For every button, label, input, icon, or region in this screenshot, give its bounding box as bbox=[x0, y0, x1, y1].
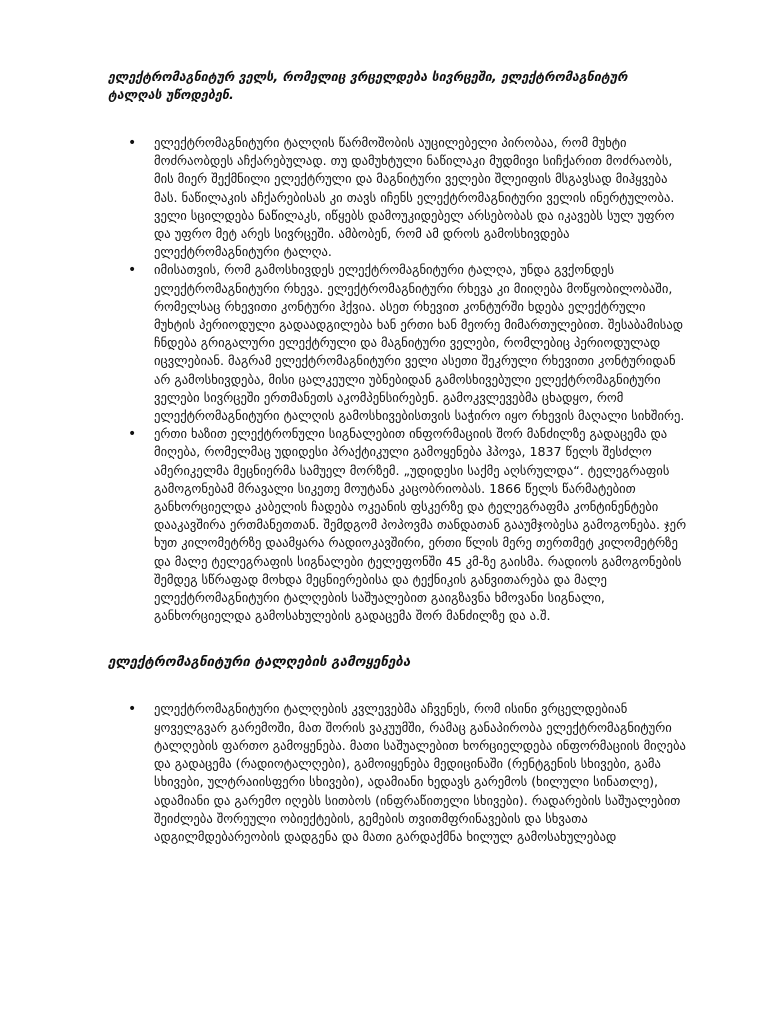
bullet-icon: • bbox=[128, 701, 137, 718]
section-heading: ელექტრომაგნიტური ტალღების გამოყენება bbox=[108, 655, 411, 671]
list-item-text: ელექტრომაგნიტური ტალღის წარმოშობის აუცილებელი პირობაა, რომ მუხტი მოძრაობდეს აჩქარებულად. თუ დამუხტული ნაწილაკი მუდმივი სიჩქარით მოძრაობს, მის მიერ შექმნილი ელექტრული და მაგნიტური ველები შლეიფის მსგავსად მიჰყვება მას. ნაწილაკის აჩქარებისას კი თავს იჩენს ელექტრომაგნიტური ველის ინერტულობა. ველი სცილდება ნაწილაკს, იწყებს დამოუკიდებელ არსებობას და იკავებს სულ უფრო და უფრო მეტ არეს სივრცეში. ამბობენ, რომ ამ დროს გამოსხივდება ელექტრომაგნიტური ტალღა. bbox=[154, 135, 675, 260]
list-item-text: ელექტრომაგნიტური ტალღების კვლევებმა აჩვენეს, რომ ისინი ვრცელდებიან ყოველგვარ გარემოში, მათ შორის ვაკუუმში, რამაც განაპირობა ელექტრომაგნიტური ტალღების ფართო გამოყენება. მათი საშუალებით ხორციელდება ინფორმაციის მიღება და გადაცემა (რადიოტალღები), გამოიყენება მედიცინაში (რენტგენის სხივები, გამა სხივები, ულტრაიისფერი სხივები), ადამიანი ხედავს გარემოს (ხილული სინათლე), ადამიანი და გარემო იღებს სითბოს (ინფრაწითელი სხივები). რადარების საშუალებით შეიძლება შორეული ობიექტების, გემების თვითმფრინავების და სხვათა ადგილმდებარეობის დადგენა და მათი გარდაქმნა ხილულ გამოსახულებად bbox=[154, 701, 686, 844]
document-page bbox=[108, 68, 690, 846]
list-item bbox=[108, 700, 690, 846]
bullet-list-1 bbox=[108, 134, 690, 625]
list-item bbox=[108, 261, 690, 425]
list-item bbox=[108, 425, 690, 625]
bullet-icon: • bbox=[128, 135, 137, 151]
list-item-text: ერთი ხაზით ელექტრონული სიგნალებით ინფორმაციის შორ მანძილზე გადაცემა და მიღება, რომელმაც უდიდესი პრაქტიკული გამოყენება ჰპოვა, 1837 წელს შესძლო ამერიკელმა მეცნიერმა სამუელ მორზემ. „უდიდესი საქმე აღსრულდა“. ტელეგრაფის გამოგონებამ მრავალი სიკეთე მოუტანა კაცობრიობას. 1866 წელს წარმატებით განხორციელდა კაბელის ჩადება ოკეანის ფსკერზე და ტელეგრაფმა კონტინენტები დააკავშირა ერთმანეთთან. შემდგომ პოპოვმა თანდათან გააუმჯობესა გამოგონება. ჯერ ხუთ კილომეტრზე დაამყარა რადიოკავშირი, ერთი წლის მერე თერთმეტ კილომეტრზე და მალე ტელეგრაფის სიგნალები ტელეფონში 45 კმ-ზე გაისმა. რადიოს გამოგონების შემდეგ სწრაფად მოხდა მეცნიერებისა და ტექნიკის განვითარება და მალე ელექტრომაგნიტური ტალღების საშუალებით გაიგზავნა ხმოვანი სიგნალი, განხორციელდა გამოსახულების გადაცემა შორ მანძილზე და ა.შ. bbox=[154, 426, 687, 624]
list-item-text: იმისათვის, რომ გამოსხივდეს ელექტრომაგნიტური ტალღა, უნდა გვქონდეს ელექტრომაგნიტური რხევა. ელექტრომაგნიტური რხევა კი მიიღება მოწყობილობაში, რომელსაც რხევითი კონტური ჰქვია. ასეთ რხევით კონტურში ხდება ელექტრული მუხტის პერიოდული გადაადგილება ხან ერთი ხან მეორე მიმართულებით. შესაბამისად ჩნდება გრიგალური ელექტრული და მაგნიტური ველები, რომლებიც პერიოდულად იცვლებიან. მაგრამ ელექტრომაგნიტური ველი ასეთი შეკრული რხევითი კონტურიდან არ გამოსხივდება, მისი ცალკეული უბნებიდან გამოსხივებული ელექტრომაგნიტური ველები სივრცეში ერთმანეთს აკომპენსირებენ. გამოკვლევებმა ცხადყო, რომ ელექტრომაგნიტური ტალღის გამოსხივებისთვის საჭირო იყო რხევის მაღალი სიხშირე. bbox=[154, 262, 685, 424]
bullet-icon: • bbox=[128, 426, 137, 443]
bullet-icon: • bbox=[128, 262, 137, 279]
list-item bbox=[108, 134, 690, 261]
intro-paragraph: ელექტრომაგნიტურ ველს, რომელიც ვრცელდება სივრცეში, ელექტრომაგნიტურ ტალღას უწოდებენ. bbox=[108, 69, 628, 102]
bullet-list-2 bbox=[108, 700, 690, 846]
